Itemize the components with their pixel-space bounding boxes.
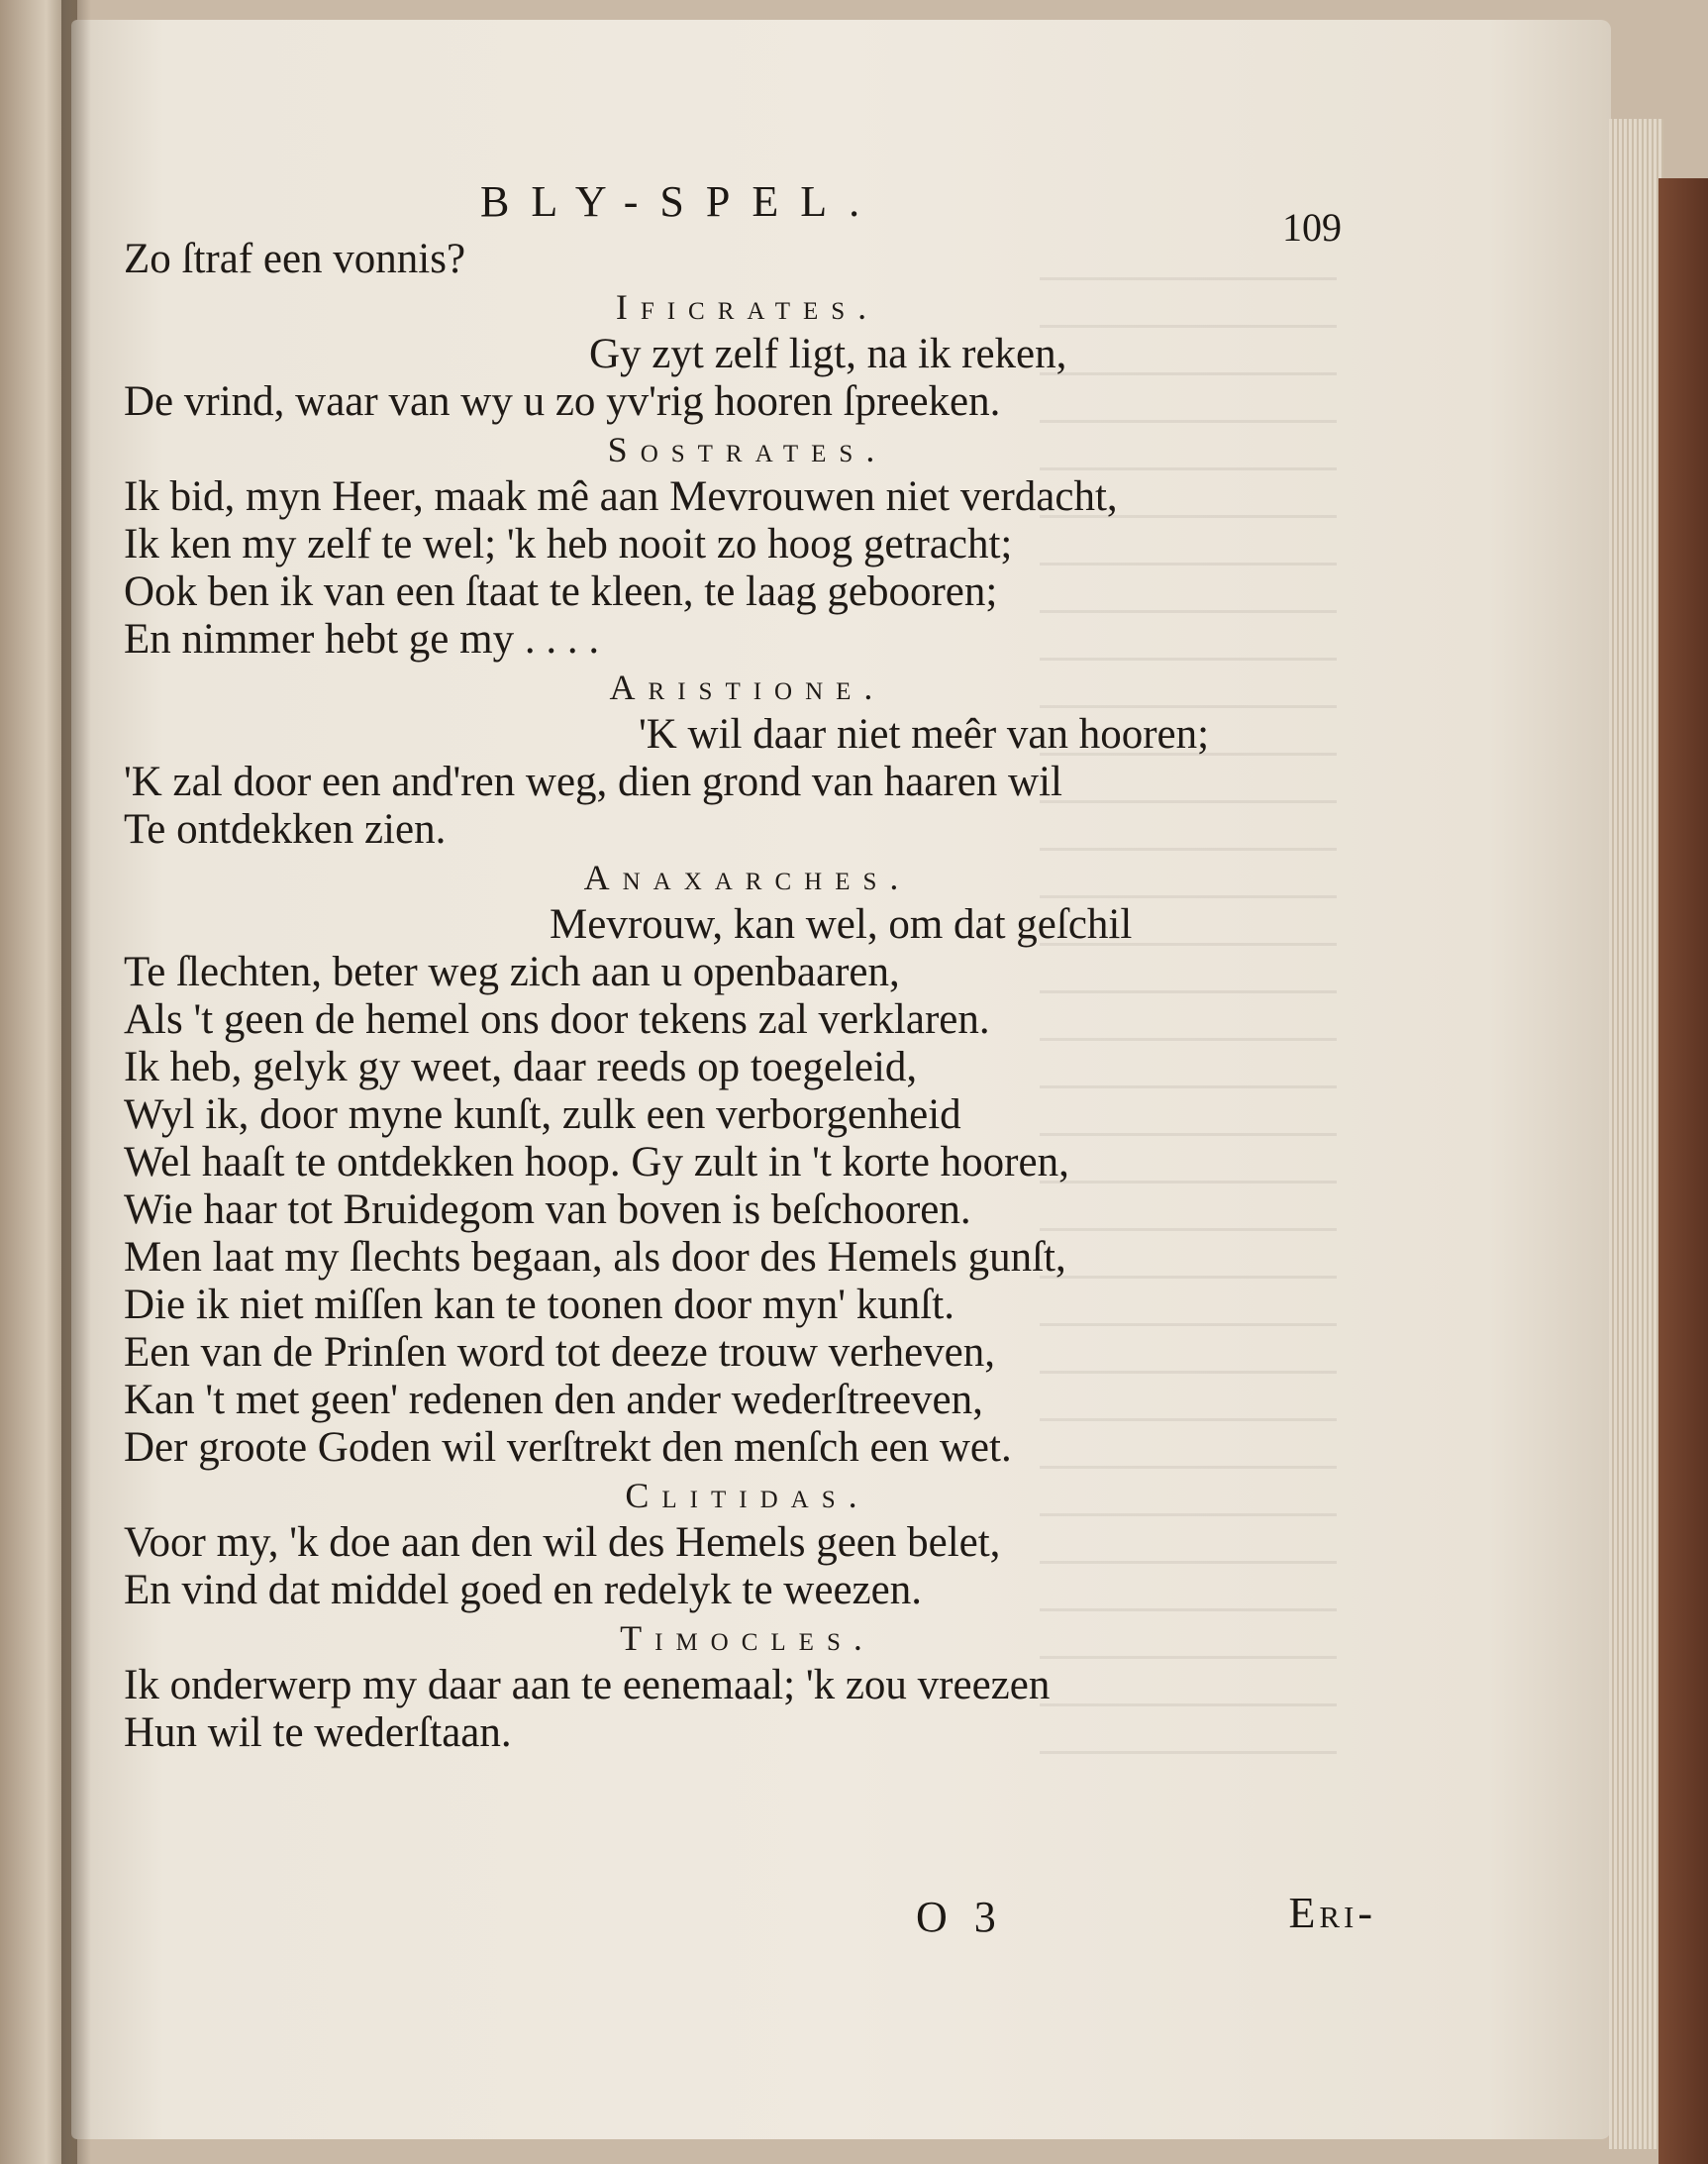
verse-line: 'K zal door een and'ren weg, dien grond van haaren wil [124, 759, 1062, 805]
verse-line: Mevrouw, kan wel, om dat geſchil [550, 901, 1133, 948]
speaker-name: Sostrates. [607, 430, 888, 469]
verse-line: Men laat my ſlechts begaan, als door des Hemels gunſt, [124, 1234, 1066, 1281]
verse-line: Te ontdekken zien. [124, 806, 447, 853]
page-edges [1609, 119, 1663, 2149]
text-body [124, 236, 1332, 1757]
verse-line: Wel haaſt te ontdekken hoop. Gy zult in 't korte hooren, [124, 1139, 1069, 1185]
catchword: Eri- [1288, 1889, 1376, 1937]
verse-line: Te ſlechten, beter weg zich aan u openbaaren, [124, 949, 900, 995]
verse-line: Die ik niet miſſen kan te toonen door myn' kunſt. [124, 1282, 954, 1328]
verse-line: Ik heb, gelyk gy weet, daar reeds op toegeleid, [124, 1044, 918, 1090]
signature-mark: O 3 [916, 1893, 1004, 1941]
verse-line: De vrind, waar van wy u zo yv'rig hooren ſpreeken. [124, 378, 1001, 425]
book-cover-edge [1658, 178, 1708, 2164]
verse-line: Ik bid, myn Heer, maak mê aan Mevrouwen niet verdacht, [124, 473, 1118, 520]
speaker-name: Aristione. [609, 668, 886, 707]
verse-line: En nimmer hebt ge my . . . . [124, 616, 600, 663]
verse-line: Ook ben ik van een ſtaat te kleen, te laag gebooren; [124, 568, 998, 615]
running-title: BLY-SPEL. [480, 177, 882, 226]
verse-line: Ik ken my zelf te wel; 'k heb nooit zo hoog getracht; [124, 521, 1013, 567]
verse-line: Wyl ik, door myne kunſt, zulk een verborgenheid [124, 1091, 961, 1138]
verse-line: Hun wil te wederſtaan. [124, 1709, 512, 1756]
verse-line: Voor my, 'k doe aan den wil des Hemels geen belet, [124, 1519, 1001, 1566]
speaker-name: Anaxarches. [583, 858, 912, 897]
verse-line: Wie haar tot Bruidegom van boven is beſchooren. [124, 1186, 971, 1233]
speaker-name: Clitidas. [625, 1476, 870, 1515]
running-head [124, 176, 1342, 250]
verse-line: Kan 't met geen' redenen den ander wederſtreeven, [124, 1377, 983, 1423]
speaker-name: Timocles. [620, 1618, 875, 1658]
verse-line: 'K wil daar niet meêr van hooren; [639, 711, 1210, 758]
verse-line: Een van de Prinſen word tot deeze trouw verheven, [124, 1329, 995, 1376]
spine-shadow [61, 0, 91, 2164]
verse-line: En vind dat middel goed en redelyk te weezen. [124, 1567, 922, 1613]
verse-line: Als 't geen de hemel ons door tekens zal verklaren. [124, 996, 990, 1043]
verse-line: Gy zyt zelf ligt, na ik reken, [589, 331, 1067, 377]
verse-line: Zo ſtraf een vonnis? [124, 236, 466, 282]
speaker-name: Ificrates. [615, 287, 880, 327]
verse-line: Der groote Goden wil verſtrekt den menſch een wet. [124, 1424, 1012, 1471]
verse-line: Ik onderwerp my daar aan te eenemaal; 'k zou vreezen [124, 1662, 1051, 1708]
page-number: 109 [1282, 205, 1342, 250]
page-footer [124, 1889, 1376, 1951]
